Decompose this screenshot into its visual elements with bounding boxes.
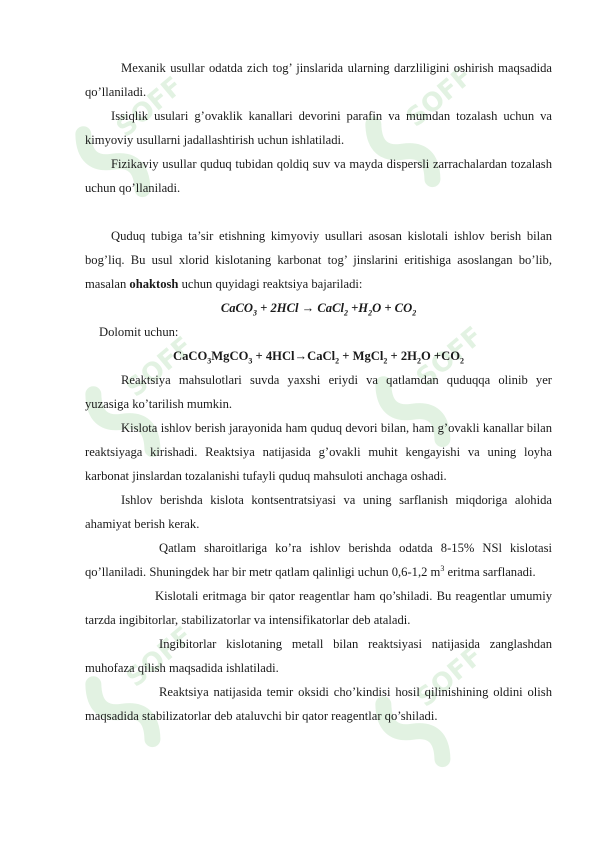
svg-text:SOFF: SOFF <box>120 331 190 404</box>
paragraph-acid-process: Kislota ishlov berish jarayonida ham quduq devori bilan, ham g’ovakli kanallar bilan reaktsiyaga kirishadi. Reaktsiya natijasida g’ovakli muhit kengayishi va uning loyha karbonat jinslardan tozalanishi tufayli quduq mahsuloti anchaga oshadi. <box>85 421 552 483</box>
paragraph-stabilizers: Reaktsiya natijasida temir oksidi cho’kindisi hosil qilinishining oldini olish maqsadida stabilizatorlar deb ataluvchi bir qator reagentlar qo’shiladi. <box>85 685 552 723</box>
svg-text:SOFF: SOFF <box>410 321 480 394</box>
dolomite-label: Dolomit uchun: <box>99 325 179 339</box>
paragraph-mechanical: Mexanik usullar odatda zich tog’ jinslarida ularning darzliligini oshirish maqsadida qo’llaniladi. <box>85 61 552 99</box>
svg-text:SOFF: SOFF <box>120 621 190 694</box>
paragraph-physical: Fizikaviy usullar quduq tubidan qoldiq suv va mayda dispersli zarrachalardan tozalash uchun qo’llaniladi. <box>85 157 552 195</box>
svg-text:SOFF: SOFF <box>410 641 480 714</box>
document-body <box>85 56 552 728</box>
paragraph-chemical: Quduq tubiga ta’sir etishning kimyoviy usullari asosan kislotali ishlov berish bilan bog’liq. Bu usul xlorid kislotaning karbonat tog’ jinslarini eritishiga asoslangan bo’lib, masalan ohaktosh uchun quyidagi reaktsiya bajariladi: <box>85 229 552 291</box>
formula-limestone: CaCO$_3$ + 2HCl → CaCl$_2$ $+H_2O + CO_2$ <box>220 301 417 318</box>
bold-term: ohaktosh <box>129 277 179 291</box>
paragraph-dosage: Qatlam sharoitlariga ko’ra ishlov berishda odatda 8-15% NSl kislotasi qo’llaniladi. Shuningdek har bir metr qatlam qalinligi uchun 0,6-1,2 $m^3$ eritma sarflanadi. <box>85 541 552 579</box>
svg-text:SOFF: SOFF <box>400 61 470 134</box>
paragraph-inhibitors: Ingibitorlar kislotaning metall bilan reaktsiyasi natijasida zanglashdan muhofaza qilish maqsadida ishlatiladi. <box>85 637 552 675</box>
formula-dolomite: CaCO$_3$MgCO$_3$ + 4HCl→CaCl$_2$ + MgCl$_2$ + $2H_2O +CO_2$ <box>173 349 464 366</box>
svg-text:SOFF: SOFF <box>110 71 180 144</box>
paragraph-products: Reaktsiya mahsulotlari suvda yaxshi eriydi va qatlamdan quduqqa olinib yer yuzasiga ko’tarilish mumkin. <box>85 373 552 411</box>
paragraph-thermal: Issiqlik usulari g’ovaklik kanallari devorini parafin va mumdan tozalash uchun va kimyoviy usullarni jadallashtirish uchun ishlatiladi. <box>85 109 552 147</box>
paragraph-reagents: Kislotali eritmaga bir qator reagentlar ham qo’shiladi. Bu reagentlar umumiy tarzda ingibitorlar, stabilizatorlar va intensifikatorlar deb ataladi. <box>85 589 552 627</box>
paragraph-concentration: Ishlov berishda kislota kontsentratsiyasi va uning sarflanish miqdoriga alohida ahamiyat berish kerak. <box>85 493 552 531</box>
